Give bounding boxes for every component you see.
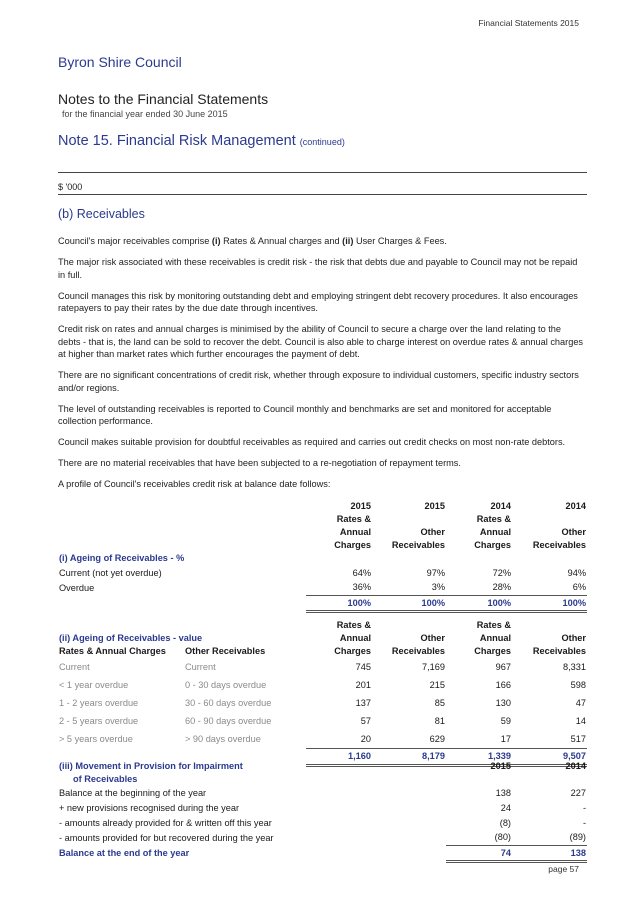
col-header (512, 618, 587, 631)
table-cell: 81 (434, 716, 445, 726)
paragraph: The major risk associated with these receivables is credit risk - the risk that debts due and payable to Council may not be repaid in full. (58, 257, 578, 280)
col-header: Other (420, 632, 445, 643)
total-cell: 138 (512, 845, 587, 861)
col-header: Rates & (336, 619, 371, 630)
total-cell: 9,507 (512, 748, 587, 765)
ageing-value-table (58, 618, 587, 767)
table-cell: 64% (352, 567, 371, 578)
total-cell: 1,339 (446, 748, 512, 765)
table-cell: - (582, 802, 586, 813)
paragraph: Council makes suitable provision for doubtful receivables as required and carries out credit checks on most non-rate debtors. (58, 437, 566, 447)
row-label: Current (59, 662, 90, 672)
paragraph: Council's major receivables comprise (i) Rates & Annual charges and (ii) User Charges & Fees. (58, 236, 447, 246)
year-header: 2015 (350, 500, 371, 511)
table-cell: 629 (372, 730, 446, 748)
col-header: Rates & (336, 513, 371, 524)
paragraph: A profile of Council's receivables credit risk at balance date follows: (58, 479, 331, 489)
total-cell: 100% (372, 595, 446, 611)
table-cell: 97% (426, 567, 445, 578)
row-label: < 1 year overdue (59, 680, 129, 690)
table-cell: (8) (499, 817, 511, 828)
table-cell: 745 (355, 662, 371, 672)
table-cell: 28% (446, 580, 512, 595)
total-cell: 100% (512, 595, 587, 611)
total-cell: 100% (306, 595, 372, 611)
table-cell: 36% (306, 580, 372, 595)
notes-subtitle: for the financial year ended 30 June 2015 (62, 109, 228, 119)
total-label: Balance at the end of the year (59, 848, 190, 858)
col-header: Receivables (391, 539, 445, 550)
page-number: page 57 (548, 864, 579, 874)
row-label: 60 - 90 days overdue (185, 716, 272, 726)
table-cell: 14 (575, 716, 586, 726)
col-header: Charges (474, 539, 511, 550)
col-header: Other (420, 526, 445, 537)
col-header: Other (561, 632, 586, 643)
row-label: > 90 days overdue (185, 734, 261, 744)
table-cell: 598 (570, 680, 586, 690)
table-cell: 138 (495, 787, 511, 798)
divider-currency (58, 194, 587, 195)
paragraphs (58, 235, 586, 499)
col-header: Charges (334, 539, 371, 550)
total-cell: 8,179 (372, 748, 446, 765)
divider-top (58, 172, 587, 173)
row-label: 0 - 30 days overdue (185, 680, 267, 690)
row-label: Current (185, 662, 216, 672)
row-label: Current (not yet overdue) (59, 567, 162, 578)
table-cell: 130 (495, 698, 511, 708)
total-cell: 74 (446, 845, 512, 861)
table-cell: 201 (355, 680, 371, 690)
row-label: 1 - 2 years overdue (59, 698, 139, 708)
col-header: Receivables (532, 539, 586, 550)
table-cell: 59 (500, 716, 511, 726)
col-header: Annual (339, 526, 371, 537)
col-header: Annual (479, 632, 511, 643)
paragraph: Council manages this risk by monitoring outstanding debt and employing stringent debt recovery procedures. It also encourages ratepayers to pay their rates by the due date through incentives. (58, 290, 578, 313)
table-cell: 47 (575, 698, 586, 708)
year-header: 2014 (565, 761, 586, 771)
paragraph: There are no significant concentrations of credit risk, whether through exposure to individual customers, specific industry sectors and/or regions. (58, 370, 579, 393)
col-header: Receivables (532, 646, 586, 656)
table-cell: 72% (492, 567, 511, 578)
total-cell: 1,160 (306, 748, 372, 765)
table-title-cont: of Receivables (73, 773, 138, 784)
row-label: - amounts provided for but recovered during the year (59, 832, 274, 843)
row-label: 30 - 60 days overdue (185, 698, 272, 708)
col-header: Annual (339, 632, 371, 643)
col-header: Receivables (391, 646, 445, 656)
table-title: (iii) Movement in Provision for Impairment (59, 761, 243, 771)
row-label: - amounts already provided for & written off this year (59, 817, 272, 828)
col-header-other: Other Receivables (185, 646, 266, 656)
note-title-text: Note 15. Financial Risk Management (58, 133, 296, 149)
row-label: > 5 years overdue (59, 734, 133, 744)
table-cell: 20 (306, 730, 372, 748)
col-header: Annual (479, 526, 511, 537)
table-title: (i) Ageing of Receivables - % (59, 553, 185, 563)
col-header: Other (561, 526, 586, 537)
col-header: Charges (474, 646, 511, 656)
table-cell: 215 (429, 680, 445, 690)
col-header: Charges (334, 646, 371, 656)
currency-label: $ '000 (58, 182, 83, 192)
table-cell: (89) (512, 830, 587, 845)
table-cell: 6% (512, 580, 587, 595)
table-cell: 166 (495, 680, 511, 690)
col-header (372, 618, 446, 631)
note-continued: (continued) (299, 137, 345, 147)
table-cell: 137 (355, 698, 371, 708)
table-cell: 8,331 (563, 662, 586, 672)
council-name: Byron Shire Council (58, 54, 182, 70)
header-right: Financial Statements 2015 (478, 18, 579, 28)
table-cell: 3% (372, 580, 446, 595)
col-header: Rates & (476, 513, 511, 524)
table-cell: 85 (434, 698, 445, 708)
paragraph: The level of outstanding receivables is reported to Council monthly and benchmarks are set and monitored for acceptable collection performance. (58, 403, 552, 426)
table-cell: 94% (567, 567, 586, 578)
paragraph: There are no material receivables that have been subjected to a re-negotiation of repayment terms. (58, 458, 461, 468)
table-cell: 57 (360, 716, 371, 726)
section-heading: (b) Receivables (58, 207, 145, 221)
total-cell: 100% (446, 595, 512, 611)
table-cell: 517 (512, 730, 587, 748)
table-cell: 7,169 (422, 662, 445, 672)
table-title: (ii) Ageing of Receivables - value (59, 632, 203, 643)
table-cell: 17 (446, 730, 512, 748)
row-label: 2 - 5 years overdue (59, 716, 139, 726)
paragraph: Credit risk on rates and annual charges is minimised by the ability of Council to secure a charge over the land relating to the debts - that is, the land can be sold to recover the debt. Council is also able to charge interest on overdue rates & annual charges at higher than market rates which further encourages the payment of debt. (58, 324, 584, 359)
year-header: 2014 (490, 500, 511, 511)
year-header: 2015 (490, 761, 511, 771)
ageing-percent-table (58, 499, 587, 613)
note-title (58, 133, 345, 149)
row-label: Overdue (59, 582, 95, 593)
table-cell: 967 (495, 662, 511, 672)
col-header (512, 512, 587, 525)
provision-movement-table (58, 760, 587, 863)
row-label: + new provisions recognised during the year (59, 802, 240, 813)
year-header: 2014 (565, 500, 586, 511)
table-cell: - (582, 817, 586, 828)
notes-title: Notes to the Financial Statements (58, 91, 269, 107)
col-header-rates: Rates & Annual Charges (59, 646, 166, 656)
table-cell: 24 (500, 802, 511, 813)
row-label: Balance at the beginning of the year (59, 787, 207, 798)
year-header: 2015 (424, 500, 445, 511)
table-cell: (80) (446, 830, 512, 845)
col-header: Rates & (476, 619, 511, 630)
col-header (372, 512, 446, 525)
table-cell: 227 (570, 787, 586, 798)
